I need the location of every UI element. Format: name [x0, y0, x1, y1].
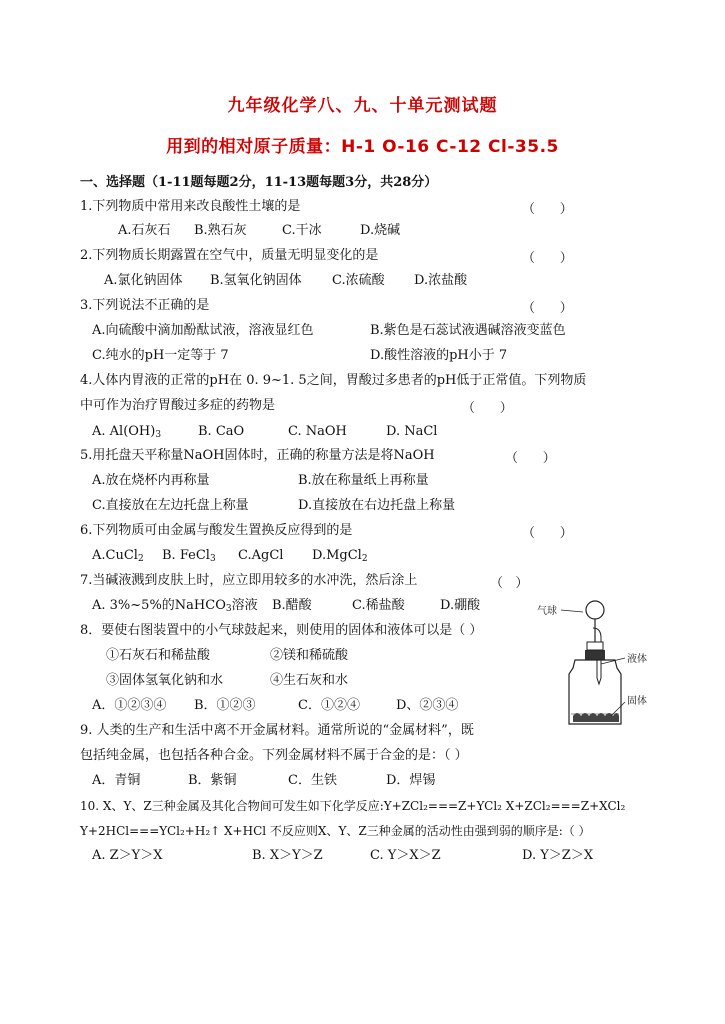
question-4-answer-blank[interactable]: （ ） — [462, 401, 513, 416]
question-4-stem-line1: 4.人体内胃液的正常的pH在 0. 9~1. 5之间，胃酸过多患者的pH低于正常值。下列物质 — [80, 373, 587, 388]
q10-option-a: A. Z＞Y＞X — [92, 848, 163, 863]
question-5-stem: 5.用托盘天平称量NaOH固体时，正确的称量方法是将NaOH — [80, 448, 435, 463]
question-2-stem: 2.下列物质长期露置在空气中，质量无明显变化的是 — [80, 248, 379, 263]
q9-option-c: C．生铁 — [288, 773, 337, 788]
question-3-answer-blank[interactable]: （ ） — [522, 301, 573, 316]
q3-option-a: A.向硫酸中滴加酚酞试液，溶液显红色 — [92, 323, 314, 338]
question-2-answer-blank[interactable]: （ ） — [522, 251, 573, 266]
q7-option-c: C.稀盐酸 — [352, 598, 405, 613]
balloon-apparatus-figure — [535, 598, 655, 728]
q3-option-c: C.纯水的pH一定等于 7 — [92, 348, 229, 363]
question-8-stem[interactable]: 8．要使右图装置中的小气球鼓起来，则使用的固体和液体可以是（ ） — [80, 623, 483, 638]
atomic-masses: 用到的相对原子质量：H-1 O-16 C-12 Cl-35.5 — [166, 137, 559, 157]
question-3-stem: 3.下列说法不正确的是 — [80, 298, 210, 313]
q8-option-b: B．①②③ — [194, 698, 256, 713]
question-10-stem-line2[interactable]: Y+2HCl===YCl₂+H₂↑ X+HCl 不反应则X、Y、Z三种金属的活动性由强到弱的顺序是:（ ） — [80, 824, 591, 838]
q1-option-c: C.干冰 — [282, 223, 322, 238]
q7-option-d: D.硼酸 — [440, 598, 481, 613]
q5-option-d: D.直接放在右边托盘上称量 — [298, 498, 456, 513]
question-1-answer-blank[interactable]: （ ） — [522, 202, 573, 217]
question-7-stem: 7.当碱液溅到皮肤上时，应立即用较多的水冲洗，然后涂上 — [80, 573, 418, 588]
page-title: 九年级化学八、九、十单元测试题 — [227, 96, 498, 116]
q9-option-d: D．焊锡 — [386, 773, 436, 788]
q4-option-c: C. NaOH — [288, 424, 347, 439]
q8-option-a: A．①②③④ — [92, 698, 167, 713]
q1-option-b: B.熟石灰 — [194, 223, 247, 238]
q9-option-b: B．紫铜 — [188, 773, 237, 788]
q9-option-a: A．青铜 — [92, 773, 141, 788]
q4-option-d: D. NaCl — [386, 424, 438, 439]
q2-option-c: C.浓硫酸 — [332, 273, 385, 288]
q8-choice-4: ④生石灰和水 — [270, 673, 349, 688]
q7-option-b: B.醋酸 — [272, 598, 312, 613]
q2-option-b: B.氢氧化钠固体 — [210, 273, 302, 288]
q4-option-b: B. CaO — [198, 424, 245, 439]
q8-option-c: C．①②④ — [298, 698, 360, 713]
liquid-label: 液体 — [627, 654, 647, 665]
q10-option-d: D. Y＞Z＞X — [522, 848, 594, 863]
q2-option-d: D.浓盐酸 — [414, 273, 468, 288]
q6-option-c: C.AgCl — [238, 548, 284, 563]
question-10-stem-line1: 10. X、Y、Z三种金属及其化合物间可发生如下化学反应:Y+ZCl₂===Z+YCl₂ X+ZCl₂===Z+XCl₂ — [80, 799, 626, 813]
q3-option-d: D.酸性溶液的pH小于 7 — [370, 348, 508, 363]
question-9-stem-line2[interactable]: 包括纯金属，也包括各种合金。下列金属材料不属于合金的是：（ ） — [80, 748, 468, 763]
q10-option-c: C. Y＞X＞Z — [370, 848, 441, 863]
question-1-stem: 1.下列物质中常用来改良酸性土壤的是 — [80, 199, 301, 214]
balloon-label: 气球 — [537, 606, 557, 617]
question-9-stem-line1: 9. 人类的生产和生活中离不开金属材料。通常所说的“金属材料”，既 — [80, 723, 474, 738]
solid-label: 固体 — [627, 696, 647, 707]
question-5-answer-blank[interactable]: （ ） — [505, 451, 556, 466]
q10-option-b: B. X＞Y＞Z — [252, 848, 323, 863]
q6-option-d: D.MgCl$_2$ — [312, 548, 368, 564]
q5-option-a: A.放在烧杯内再称量 — [92, 473, 210, 488]
q2-option-a: A.氯化钠固体 — [104, 273, 183, 288]
q5-option-c: C.直接放在左边托盘上称量 — [92, 498, 249, 513]
question-6-answer-blank[interactable]: （ ） — [522, 526, 573, 541]
rubber-stopper — [585, 650, 605, 660]
section-heading: 一、选择题（1-11题每题2分，11-13题每题3分，共28分） — [80, 175, 438, 190]
q6-option-a: A.CuCl$_2$ — [92, 548, 144, 564]
q6-option-b: B. FeCl$_3$ — [162, 548, 216, 564]
q8-choice-2: ②镁和稀硫酸 — [270, 648, 349, 663]
q3-option-b: B.紫色是石蕊试液遇碱溶液变蓝色 — [370, 323, 566, 338]
question-4-stem-line2: 中可作为治疗胃酸过多症的药物是 — [80, 398, 276, 413]
balloon-icon — [586, 601, 604, 619]
q8-choice-1: ①石灰石和稀盐酸 — [106, 648, 211, 663]
q8-option-d: D、②③④ — [396, 698, 459, 713]
q1-option-a: A.石灰石 — [118, 223, 171, 238]
question-6-stem: 6.下列物质可由金属与酸发生置换反应得到的是 — [80, 523, 353, 538]
q1-option-d: D.烧碱 — [360, 223, 401, 238]
q5-option-b: B.放在称量纸上再称量 — [298, 473, 429, 488]
question-7-answer-blank[interactable]: （ ） — [490, 576, 529, 591]
q8-choice-3: ③固体氢氧化钠和水 — [106, 673, 224, 688]
q7-option-a: A. 3%~5%的NaHCO$_3$溶液 — [92, 598, 258, 614]
q4-option-a: A. $Al(OH)_3$ — [92, 424, 162, 440]
